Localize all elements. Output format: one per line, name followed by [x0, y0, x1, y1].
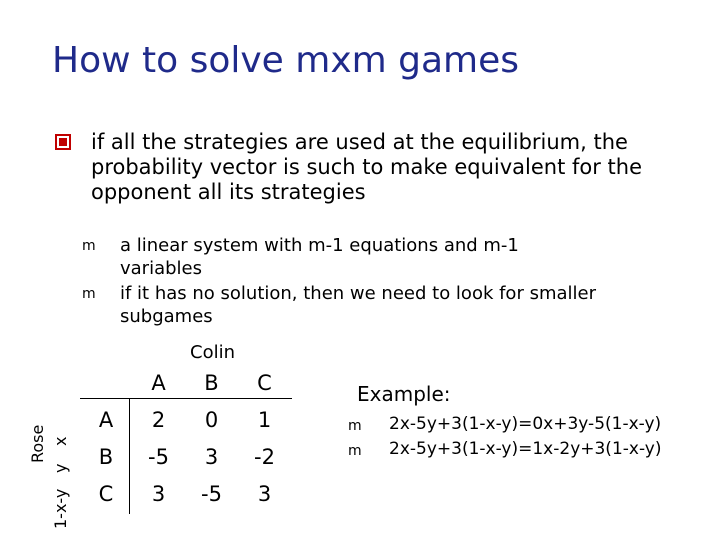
payoff-table — [80, 364, 291, 512]
table-cell: -5 — [148, 444, 169, 469]
row-header: C — [98, 481, 114, 506]
svg-text:m: m — [348, 443, 362, 457]
table-cell: 3 — [257, 481, 272, 506]
column-header: B — [204, 370, 219, 395]
svg-text:m: m — [82, 286, 96, 300]
checkbox-bullet-icon — [55, 134, 71, 150]
table-row-divider — [129, 398, 130, 514]
m-bullet-icon — [82, 238, 96, 252]
table-cell: 3 — [204, 444, 219, 469]
column-header: C — [257, 370, 272, 395]
example-equation: 2x-5y+3(1-x-y)=0x+3y-5(1-x-y) — [389, 414, 662, 434]
m-bullet-icon — [348, 418, 362, 432]
table-row — [80, 475, 291, 512]
sub-bullet-text: a linear system with m-1 equations and m-1 variables — [120, 235, 519, 279]
main-bullet-text: if all the strategies are used at the equilibrium, the probability vector is such to make equivalent for the opponent all its strategies — [91, 130, 643, 204]
table-header-row — [80, 364, 291, 401]
page-title: How to solve mxm games — [52, 40, 520, 81]
row-prob-label: x — [51, 436, 70, 446]
table-corner — [80, 364, 132, 401]
table-row — [80, 438, 291, 475]
svg-text:m: m — [348, 418, 362, 432]
table-cell: -2 — [254, 444, 275, 469]
table-row — [80, 401, 291, 438]
example-equation: 2x-5y+3(1-x-y)=1x-2y+3(1-x-y) — [389, 439, 662, 459]
sub-bullet-text: if it has no solution, then we need to look for smaller subgames — [120, 283, 596, 327]
column-header: A — [151, 370, 166, 395]
row-prob-label: y — [51, 463, 70, 473]
table-header-divider — [80, 398, 292, 399]
m-bullet-icon — [82, 286, 96, 300]
table-cell: 3 — [151, 481, 166, 506]
table-cell: -5 — [201, 481, 222, 506]
example-title: Example: — [357, 382, 451, 406]
row-prob-label: 1-x-y — [51, 488, 70, 529]
row-header: B — [98, 444, 114, 469]
svg-text:m: m — [82, 238, 96, 252]
row-header: A — [98, 407, 114, 432]
table-cell: 1 — [257, 407, 272, 432]
table-cell: 2 — [151, 407, 166, 432]
table-cell: 0 — [204, 407, 219, 432]
m-bullet-icon — [348, 443, 362, 457]
column-player-label: Colin — [190, 342, 235, 363]
row-player-label: Rose — [28, 424, 47, 463]
